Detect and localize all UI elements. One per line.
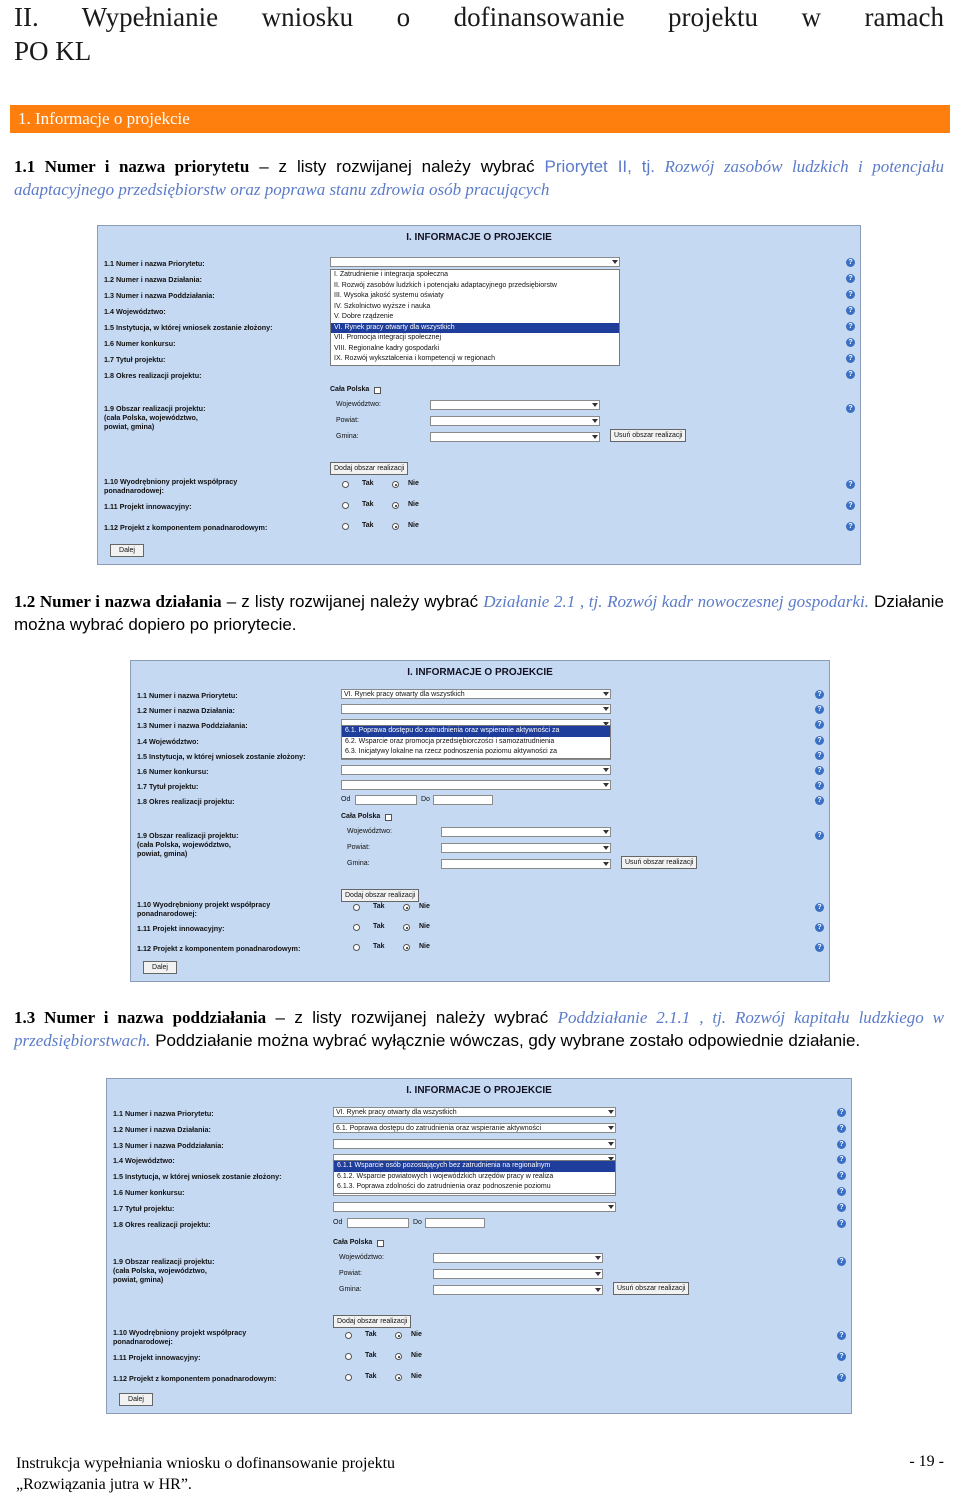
priority-select-value: VI. Rynek pracy otwarty dla wszystkich xyxy=(336,1109,457,1116)
p2-tail: Działanie można wybrać dopiero po priorytecie. xyxy=(14,592,944,634)
label-nie: Nie xyxy=(419,943,430,950)
help-icon[interactable]: ? xyxy=(846,258,855,267)
help-icon[interactable]: ? xyxy=(815,766,824,775)
label-l110a: 1.10 Wyodrębniony projekt współpracy xyxy=(137,900,271,909)
label-l111: 1.11 Projekt innowacyjny: xyxy=(104,502,192,511)
help-icon[interactable]: ? xyxy=(815,720,824,729)
radio-nie on[interactable] xyxy=(395,1374,402,1381)
heading-line2: PO KL xyxy=(14,36,92,66)
help-icon[interactable]: ? xyxy=(837,1171,846,1180)
cala-polska-checkbox[interactable] xyxy=(377,1240,384,1247)
section-bar: 1. Informacje o projekcie xyxy=(10,105,950,133)
radio-nie on[interactable] xyxy=(392,502,399,509)
label-wojewodztwo: Województwo: xyxy=(336,401,382,408)
form-screenshot-subaction xyxy=(106,1078,852,1414)
help-icon[interactable]: ? xyxy=(846,274,855,283)
label-l19a: 1.9 Obszar realizacji projektu: xyxy=(113,1257,215,1266)
action-select[interactable] xyxy=(333,1123,616,1133)
label-do: Do xyxy=(413,1218,422,1226)
dropdown-option[interactable]: I. Zatrudnienie i integracja społeczna xyxy=(334,271,449,278)
paragraph-1-3 xyxy=(14,1006,944,1052)
label-tak: Tak xyxy=(362,480,374,487)
action-dropdown[interactable] xyxy=(341,725,611,759)
dropdown-option[interactable]: II. Rozwój zasobów ludzkich i potencjału adaptacyjnego przedsiębiorstw xyxy=(334,281,557,289)
chevron-down-icon xyxy=(603,707,609,711)
chevron-down-icon xyxy=(603,830,609,834)
label-l18: 1.8 Okres realizacji projektu: xyxy=(137,797,235,807)
help-icon[interactable]: ? xyxy=(815,690,824,699)
label-l16: 1.6 Numer konkursu: xyxy=(104,339,176,348)
help-icon[interactable]: ? xyxy=(837,1140,846,1149)
label-l11: 1.1 Numer i nazwa Priorytetu: xyxy=(104,259,205,268)
dropdown-option[interactable]: 6.1.3. Poprawa zdolności do zatrudnienia oraz podnoszenie poziomu xyxy=(337,1183,551,1190)
p1-blue: Priorytet II, tj. xyxy=(544,157,655,176)
label-l112: 1.12 Projekt z komponentem ponadnarodowym: xyxy=(137,944,301,953)
page-number: - 19 - xyxy=(909,1453,944,1470)
dropdown-option[interactable]: 6.1.1 Wsparcie osób pozostających bez zatrudnienia na regionalnym xyxy=(334,1161,615,1172)
priority-select[interactable] xyxy=(333,1107,616,1117)
label-tak: Tak xyxy=(373,923,385,930)
help-icon[interactable]: ? xyxy=(815,736,824,745)
remove-area-button[interactable]: Usuń obszar realizacji xyxy=(613,1282,689,1295)
footer-line2: „Rozwiązania jutra w HR”. xyxy=(16,1476,192,1493)
remove-area-button[interactable]: Usuń obszar realizacji xyxy=(610,429,686,442)
label-wojewodztwo: Województwo: xyxy=(339,1254,385,1261)
label-powiat: Powiat: xyxy=(347,844,370,851)
p3-num: 1.3 Numer i nazwa poddziałania xyxy=(14,1008,267,1027)
wojewodztwo-select[interactable] xyxy=(430,400,600,410)
dropdown-option[interactable]: VI. Rynek pracy otwarty dla wszystkich xyxy=(331,323,619,334)
label-gmina: Gmina: xyxy=(347,860,370,867)
radio-tak[interactable] xyxy=(342,523,349,530)
help-icon[interactable]: ? xyxy=(837,1108,846,1117)
help-icon[interactable]: ? xyxy=(846,306,855,315)
p3-italic: Poddziałanie 2.1.1 , tj. Rozwój kapitału ludzkiego w przedsiębiorstwach. xyxy=(14,1008,944,1050)
radio-tak[interactable] xyxy=(342,502,349,509)
label-l110a: 1.10 Wyodrębniony projekt współpracy xyxy=(104,477,238,486)
chevron-down-icon xyxy=(595,1256,601,1260)
label-nie: Nie xyxy=(411,1352,422,1359)
label-nie: Nie xyxy=(411,1331,422,1338)
action-select-value: 6.1. Poprawa dostępu do zatrudnienia oraz wspieranie aktywności xyxy=(336,1124,542,1132)
label-l110b: ponadnarodowej: xyxy=(113,1337,173,1346)
gmina-select[interactable] xyxy=(433,1285,603,1295)
date-to-input[interactable] xyxy=(425,1218,485,1228)
label-nie: Nie xyxy=(408,480,419,487)
label-l16: 1.6 Numer konkursu: xyxy=(137,767,209,776)
label-do: Do xyxy=(421,796,430,804)
p2-num: 1.2 Numer i nazwa działania xyxy=(14,592,222,611)
powiat-select[interactable] xyxy=(441,843,611,853)
radio-tak[interactable] xyxy=(353,944,360,951)
wojewodztwo-select[interactable] xyxy=(441,827,611,837)
label-tak: Tak xyxy=(365,1352,377,1359)
label-l15: 1.5 Instytucja, w której wniosek zostanie złożony: xyxy=(104,323,273,332)
chevron-down-icon xyxy=(608,1126,614,1130)
label-l13: 1.3 Numer i nazwa Poddziałania: xyxy=(137,721,248,731)
dropdown-option[interactable]: 6.3. Inicjatywy lokalne na rzecz podnoszenia poziomu aktywności za xyxy=(345,748,558,755)
dropdown-option[interactable]: V. Dobre rządzenie xyxy=(334,313,394,320)
label-cala-polska: Cała Polska xyxy=(333,1239,373,1246)
radio-nie on[interactable] xyxy=(403,944,410,951)
dropdown-option[interactable]: 6.2. Wsparcie oraz promocja przedsiębiorczości i samozatrudnienia xyxy=(345,737,555,745)
label-l19b: (cała Polska, województwo, xyxy=(104,413,198,422)
label-l13: 1.3 Numer i nazwa Poddziałania: xyxy=(104,291,215,300)
chevron-down-icon xyxy=(592,403,598,407)
label-powiat: Powiat: xyxy=(339,1270,362,1277)
label-l12: 1.2 Numer i nazwa Działania: xyxy=(113,1124,211,1134)
p3-text: – z listy rozwijanej należy wybrać xyxy=(266,1008,558,1027)
help-icon[interactable]: ? xyxy=(815,796,824,805)
chevron-down-icon xyxy=(603,692,609,696)
label-l17: 1.7 Tytuł projektu: xyxy=(104,355,166,364)
label-l16: 1.6 Numer konkursu: xyxy=(113,1188,185,1197)
add-area-button[interactable]: Dodaj obszar realizacji xyxy=(333,1315,411,1328)
label-l14: 1.4 Województwo: xyxy=(104,307,166,316)
help-icon[interactable]: ? xyxy=(837,1155,846,1164)
label-od: Od xyxy=(333,1218,343,1226)
label-l18: 1.8 Okres realizacji projektu: xyxy=(113,1219,211,1229)
label-powiat: Powiat: xyxy=(336,417,359,424)
subaction-dropdown[interactable] xyxy=(333,1160,616,1194)
p2-text: – z listy rozwijanej należy wybrać xyxy=(221,592,484,611)
priority-select-value: VI. Rynek pracy otwarty dla wszystkich xyxy=(344,691,465,698)
radio-nie on[interactable] xyxy=(392,523,399,530)
help-icon[interactable]: ? xyxy=(846,338,855,347)
label-tak: Tak xyxy=(365,1331,377,1338)
radio-tak[interactable] xyxy=(353,924,360,931)
dropdown-option[interactable]: VIII. Regionalne kadry gospodarki xyxy=(334,344,440,352)
label-l19a: 1.9 Obszar realizacji projektu: xyxy=(137,831,239,840)
contest-select[interactable] xyxy=(341,765,611,775)
label-l17: 1.7 Tytuł projektu: xyxy=(137,782,199,792)
label-wojewodztwo: Województwo: xyxy=(347,828,393,835)
chevron-down-icon xyxy=(595,1272,601,1276)
label-nie: Nie xyxy=(408,522,419,529)
help-icon[interactable]: ? xyxy=(815,781,824,790)
label-l14: 1.4 Województwo: xyxy=(113,1156,175,1166)
label-cala-polska: Cała Polska xyxy=(341,813,381,820)
label-gmina: Gmina: xyxy=(336,433,359,440)
footer-line1: Instrukcja wypełniania wniosku o dofinansowanie projektu xyxy=(16,1455,396,1472)
label-l112: 1.12 Projekt z komponentem ponadnarodowym: xyxy=(104,523,268,532)
priority-dropdown[interactable] xyxy=(330,269,620,366)
chevron-down-icon xyxy=(608,1110,614,1114)
help-icon[interactable]: ? xyxy=(815,705,824,714)
page-heading xyxy=(14,0,944,68)
chevron-down-icon xyxy=(595,1288,601,1292)
next-button[interactable]: Dalej xyxy=(110,544,144,557)
label-tak: Tak xyxy=(373,903,385,910)
help-icon[interactable]: ? xyxy=(846,522,855,531)
label-l111: 1.11 Projekt innowacyjny: xyxy=(113,1353,201,1362)
p1-text: – z listy rozwijanej należy wybrać xyxy=(249,157,545,176)
label-tak: Tak xyxy=(373,943,385,950)
title-input[interactable] xyxy=(333,1202,616,1212)
help-icon[interactable]: ? xyxy=(815,943,824,952)
dropdown-option[interactable]: VII. Promocja integracji społecznej xyxy=(334,334,441,341)
chevron-down-icon xyxy=(603,862,609,866)
help-icon[interactable]: ? xyxy=(846,501,855,510)
form-screenshot-action xyxy=(130,660,830,982)
help-icon[interactable]: ? xyxy=(837,1203,846,1212)
label-l112: 1.12 Projekt z komponentem ponadnarodowym: xyxy=(113,1374,277,1383)
help-icon[interactable]: ? xyxy=(837,1124,846,1133)
label-od: Od xyxy=(341,796,351,804)
label-l12: 1.2 Numer i nazwa Działania: xyxy=(137,706,235,716)
date-from-input[interactable] xyxy=(355,795,417,805)
radio-nie on[interactable] xyxy=(395,1353,402,1360)
paragraph-1-2 xyxy=(14,590,944,636)
chevron-down-icon xyxy=(603,783,609,787)
date-to-input[interactable] xyxy=(433,795,493,805)
cala-polska-checkbox[interactable] xyxy=(374,387,381,394)
form-title: I. INFORMACJE O PROJEKCIE xyxy=(407,667,553,678)
label-l110b: ponadnarodowej: xyxy=(104,486,164,495)
help-icon[interactable]: ? xyxy=(815,751,824,760)
radio-tak[interactable] xyxy=(345,1332,352,1339)
priority-select[interactable] xyxy=(341,689,611,699)
radio-tak[interactable] xyxy=(342,481,349,488)
help-icon[interactable]: ? xyxy=(846,404,855,413)
label-l15: 1.5 Instytucja, w której wniosek zostanie złożony: xyxy=(113,1172,282,1182)
help-icon[interactable]: ? xyxy=(846,480,855,489)
radio-tak[interactable] xyxy=(345,1374,352,1381)
dropdown-option[interactable]: III. Wysoka jakość systemu oświaty xyxy=(334,292,444,299)
priority-select[interactable] xyxy=(330,257,620,267)
paragraph-1-1 xyxy=(14,155,944,201)
label-l11: 1.1 Numer i nazwa Priorytetu: xyxy=(113,1109,214,1118)
label-nie: Nie xyxy=(419,903,430,910)
gmina-select[interactable] xyxy=(441,859,611,869)
help-icon[interactable]: ? xyxy=(846,290,855,299)
add-area-button[interactable]: Dodaj obszar realizacji xyxy=(341,889,419,902)
radio-tak[interactable] xyxy=(353,904,360,911)
radio-nie on[interactable] xyxy=(403,924,410,931)
help-icon[interactable]: ? xyxy=(837,1187,846,1196)
chevron-down-icon xyxy=(603,846,609,850)
chevron-down-icon xyxy=(592,419,598,423)
form-screenshot-priority xyxy=(97,225,861,565)
help-icon[interactable]: ? xyxy=(837,1373,846,1382)
label-l19a: 1.9 Obszar realizacji projektu: xyxy=(104,404,206,413)
help-icon[interactable]: ? xyxy=(846,322,855,331)
remove-area-button[interactable]: Usuń obszar realizacji xyxy=(621,856,697,869)
action-select[interactable] xyxy=(341,704,611,714)
powiat-select[interactable] xyxy=(430,416,600,426)
help-icon[interactable]: ? xyxy=(846,370,855,379)
cala-polska-checkbox[interactable] xyxy=(385,814,392,821)
p1-italic: Rozwój zasobów ludzkich i potencjału adaptacyjnego przedsiębiorstw oraz poprawa stanu zdrowia osób pracujących xyxy=(14,157,944,199)
label-nie: Nie xyxy=(411,1373,422,1380)
label-tak: Tak xyxy=(362,522,374,529)
label-l14: 1.4 Województwo: xyxy=(137,736,199,746)
chevron-down-icon xyxy=(612,260,618,264)
help-icon[interactable]: ? xyxy=(815,831,824,840)
label-l110b: ponadnarodowej: xyxy=(137,909,197,918)
gmina-select[interactable] xyxy=(430,432,600,442)
chevron-down-icon xyxy=(603,768,609,772)
powiat-select[interactable] xyxy=(433,1269,603,1279)
radio-nie on[interactable] xyxy=(395,1332,402,1339)
form-title: I. INFORMACJE O PROJEKCIE xyxy=(406,232,552,243)
dropdown-option[interactable]: IV. Szkolnictwo wyższe i nauka xyxy=(334,302,431,310)
label-l15: 1.5 Instytucja, w której wniosek zostanie złożony: xyxy=(137,751,306,761)
next-button[interactable]: Dalej xyxy=(119,1393,153,1406)
help-icon[interactable]: ? xyxy=(815,903,824,912)
title-input[interactable] xyxy=(341,780,611,790)
label-l12: 1.2 Numer i nazwa Działania: xyxy=(104,275,202,284)
label-nie: Nie xyxy=(419,923,430,930)
radio-nie on[interactable] xyxy=(403,904,410,911)
add-area-button[interactable]: Dodaj obszar realizacji xyxy=(330,462,408,475)
help-icon[interactable]: ? xyxy=(837,1331,846,1340)
form-title: I. INFORMACJE O PROJEKCIE xyxy=(406,1085,552,1096)
label-l19c: powiat, gmina) xyxy=(113,1275,164,1284)
help-icon[interactable]: ? xyxy=(815,923,824,932)
chevron-down-icon xyxy=(608,1205,614,1209)
label-l110a: 1.10 Wyodrębniony projekt współpracy xyxy=(113,1328,247,1337)
label-cala-polska: Cała Polska xyxy=(330,386,370,393)
p3-tail: Poddziałanie można wybrać wyłącznie wówczas, gdy wybrane zostało odpowiednie działanie. xyxy=(150,1031,861,1050)
chevron-down-icon xyxy=(608,1142,614,1146)
dropdown-option[interactable]: 6.1.2. Wsparcie powiatowych i wojewódzkich urzędów pracy w realiza xyxy=(337,1172,554,1180)
label-l19b: (cała Polska, województwo, xyxy=(113,1266,207,1275)
wojewodztwo-select[interactable] xyxy=(433,1253,603,1263)
label-l19c: powiat, gmina) xyxy=(137,849,188,858)
label-nie: Nie xyxy=(408,501,419,508)
label-gmina: Gmina: xyxy=(339,1286,362,1293)
help-icon[interactable]: ? xyxy=(846,354,855,363)
label-l11: 1.1 Numer i nazwa Priorytetu: xyxy=(137,691,238,700)
help-icon[interactable]: ? xyxy=(837,1352,846,1361)
label-l13: 1.3 Numer i nazwa Poddziałania: xyxy=(113,1140,224,1150)
p1-num: 1.1 Numer i nazwa priorytetu xyxy=(14,157,250,176)
p2-italic: Działanie 2.1 , tj. Rozwój kadr nowoczesnej gospodarki. xyxy=(483,592,869,611)
radio-tak[interactable] xyxy=(345,1353,352,1360)
label-l111: 1.11 Projekt innowacyjny: xyxy=(137,924,225,933)
chevron-down-icon xyxy=(592,435,598,439)
dropdown-option[interactable]: IX. Rozwój wykształcenia i kompetencji w regionach xyxy=(334,355,496,362)
date-from-input[interactable] xyxy=(347,1218,409,1228)
label-tak: Tak xyxy=(362,501,374,508)
subaction-select[interactable] xyxy=(333,1139,616,1149)
label-l19b: (cała Polska, województwo, xyxy=(137,840,231,849)
label-l19c: powiat, gmina) xyxy=(104,422,155,431)
label-tak: Tak xyxy=(365,1373,377,1380)
heading-line1: II. Wypełnianie wniosku o dofinansowanie projektu w ramach xyxy=(14,2,944,32)
label-l17: 1.7 Tytuł projektu: xyxy=(113,1203,175,1213)
label-l18: 1.8 Okres realizacji projektu: xyxy=(104,371,202,380)
next-button[interactable]: Dalej xyxy=(143,961,177,974)
help-icon[interactable]: ? xyxy=(837,1257,846,1266)
dropdown-option[interactable]: 6.1. Poprawa dostępu do zatrudnienia oraz wspieranie aktywności za xyxy=(342,726,610,737)
footer xyxy=(16,1453,395,1495)
radio-nie on[interactable] xyxy=(392,481,399,488)
help-icon[interactable]: ? xyxy=(837,1219,846,1228)
